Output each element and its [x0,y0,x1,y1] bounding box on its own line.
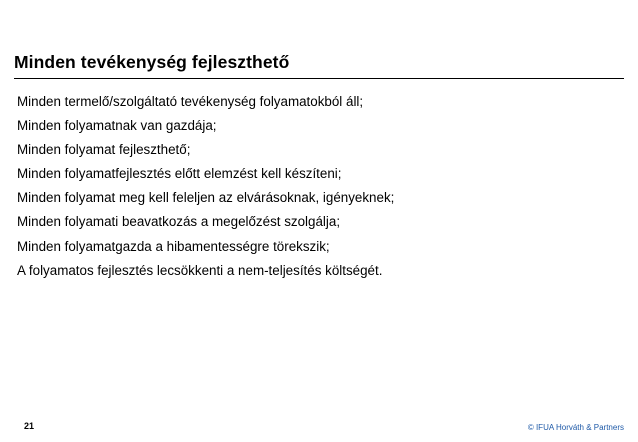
statement-line-3: Minden folyamat fejleszthető; [17,142,191,158]
statement-line-7: Minden folyamatgazda a hibamentességre törekszik; [17,238,330,254]
statement-line-5: Minden folyamat meg kell feleljen az elvárásoknak, igényeknek; [17,190,395,206]
statement-line-6: Minden folyamati beavatkozás a megelőzést szolgálja; [17,214,341,230]
title-divider [14,78,624,79]
statement-line-2: Minden folyamatnak van gazdája; [17,118,217,134]
statement-line-1: Minden termelő/szolgáltató tevékenység folyamatokból áll; [17,94,364,109]
statement-line-8: A folyamatos fejlesztés lecsökkenti a nem-teljesítés költségét. [17,262,383,278]
statement-list [17,90,394,283]
slide-title: Minden tevékenység fejleszthető [14,52,290,72]
page-number: 21 [24,421,35,431]
statement-line-4: Minden folyamatfejlesztés előtt elemzést kell készíteni; [17,166,342,182]
copyright-notice: © IFUA Horváth & Partners [527,423,624,432]
